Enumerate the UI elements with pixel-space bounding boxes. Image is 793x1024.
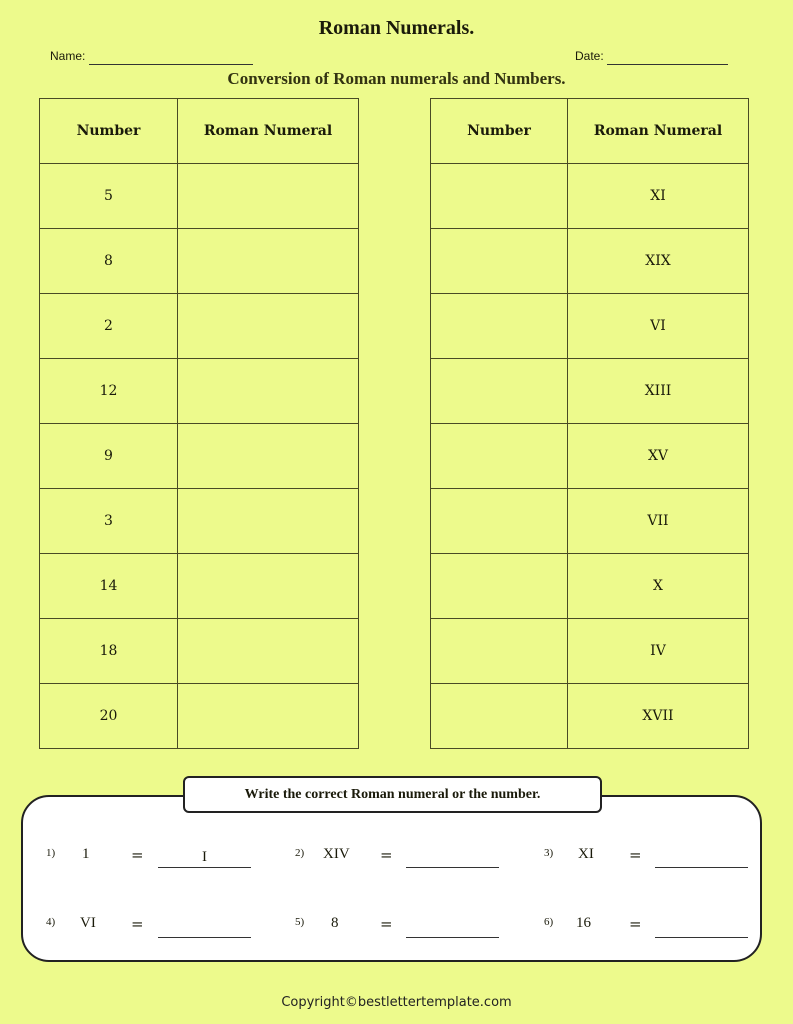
name-label: Name: xyxy=(50,49,86,63)
table-row xyxy=(431,684,749,749)
answer-field[interactable] xyxy=(406,919,499,938)
table-row xyxy=(40,684,359,749)
column-header-roman: Roman Numeral xyxy=(178,99,359,164)
answer-field[interactable]: I xyxy=(158,849,251,868)
table-row xyxy=(40,359,359,424)
question-number: 6) xyxy=(544,916,554,928)
table-row xyxy=(431,164,749,229)
question-number: 5) xyxy=(295,916,305,928)
number-cell: 3 xyxy=(40,489,178,554)
table-row xyxy=(40,489,359,554)
answer-field[interactable] xyxy=(406,849,499,868)
roman-cell: XV xyxy=(568,424,749,489)
number-to-roman-table xyxy=(39,98,359,749)
column-header-number: Number xyxy=(431,99,568,164)
number-cell: 8 xyxy=(40,229,178,294)
roman-answer-cell[interactable] xyxy=(178,684,359,749)
number-answer-cell[interactable] xyxy=(431,359,568,424)
table-row xyxy=(431,619,749,684)
roman-answer-cell[interactable] xyxy=(178,489,359,554)
question-number: 2) xyxy=(295,847,305,859)
page-title: Roman Numerals. xyxy=(318,17,475,39)
roman-answer-cell[interactable] xyxy=(178,619,359,684)
table-row xyxy=(431,229,749,294)
question-value: 16 xyxy=(576,915,591,931)
roman-cell: XIII xyxy=(568,359,749,424)
table-row xyxy=(40,229,359,294)
date-field[interactable] xyxy=(607,64,728,65)
table-row xyxy=(40,619,359,684)
table-header-row xyxy=(40,99,359,164)
equals-sign: = xyxy=(380,846,393,864)
number-cell: 14 xyxy=(40,554,178,619)
roman-cell: VI xyxy=(568,294,749,359)
number-answer-cell[interactable] xyxy=(431,424,568,489)
question-value: 8 xyxy=(331,915,339,931)
question-number: 1) xyxy=(46,847,56,859)
table-row xyxy=(40,424,359,489)
roman-cell: IV xyxy=(568,619,749,684)
table-row xyxy=(431,294,749,359)
number-answer-cell[interactable] xyxy=(431,489,568,554)
number-cell: 12 xyxy=(40,359,178,424)
roman-answer-cell[interactable] xyxy=(178,164,359,229)
number-answer-cell[interactable] xyxy=(431,229,568,294)
number-answer-cell[interactable] xyxy=(431,294,568,359)
roman-answer-cell[interactable] xyxy=(178,359,359,424)
roman-answer-cell[interactable] xyxy=(178,229,359,294)
exercise-title: Write the correct Roman numeral or the number. xyxy=(183,776,602,813)
equals-sign: = xyxy=(131,915,144,933)
table-row xyxy=(40,554,359,619)
answer-field[interactable] xyxy=(655,849,748,868)
question-value: 1 xyxy=(82,846,90,862)
table-row xyxy=(40,164,359,229)
question-value: XI xyxy=(578,846,594,862)
table-row xyxy=(431,424,749,489)
equals-sign: = xyxy=(629,846,642,864)
number-answer-cell[interactable] xyxy=(431,164,568,229)
equals-sign: = xyxy=(131,846,144,864)
number-cell: 9 xyxy=(40,424,178,489)
number-answer-cell[interactable] xyxy=(431,619,568,684)
name-field[interactable] xyxy=(89,64,253,65)
question-value: XIV xyxy=(323,846,350,862)
copyright-footer: Copyright©bestlettertemplate.com xyxy=(281,995,512,1010)
roman-cell: X xyxy=(568,554,749,619)
subtitle: Conversion of Roman numerals and Numbers. xyxy=(227,69,566,88)
question-value: VI xyxy=(80,915,96,931)
table-header-row xyxy=(431,99,749,164)
table-row xyxy=(431,359,749,424)
roman-answer-cell[interactable] xyxy=(178,424,359,489)
number-answer-cell[interactable] xyxy=(431,684,568,749)
exercise-panel xyxy=(21,795,762,962)
question-number: 4) xyxy=(46,916,56,928)
equals-sign: = xyxy=(629,915,642,933)
answer-field[interactable] xyxy=(655,919,748,938)
number-answer-cell[interactable] xyxy=(431,554,568,619)
roman-answer-cell[interactable] xyxy=(178,294,359,359)
roman-cell: XI xyxy=(568,164,749,229)
column-header-roman: Roman Numeral xyxy=(568,99,749,164)
column-header-number: Number xyxy=(40,99,178,164)
roman-answer-cell[interactable] xyxy=(178,554,359,619)
roman-cell: XIX xyxy=(568,229,749,294)
table-row xyxy=(431,489,749,554)
roman-to-number-table xyxy=(430,98,749,749)
answer-field[interactable] xyxy=(158,919,251,938)
roman-cell: VII xyxy=(568,489,749,554)
number-cell: 20 xyxy=(40,684,178,749)
roman-cell: XVII xyxy=(568,684,749,749)
equals-sign: = xyxy=(380,915,393,933)
question-number: 3) xyxy=(544,847,554,859)
number-cell: 5 xyxy=(40,164,178,229)
table-row xyxy=(40,294,359,359)
number-cell: 18 xyxy=(40,619,178,684)
table-row xyxy=(431,554,749,619)
date-label: Date: xyxy=(575,49,604,63)
number-cell: 2 xyxy=(40,294,178,359)
